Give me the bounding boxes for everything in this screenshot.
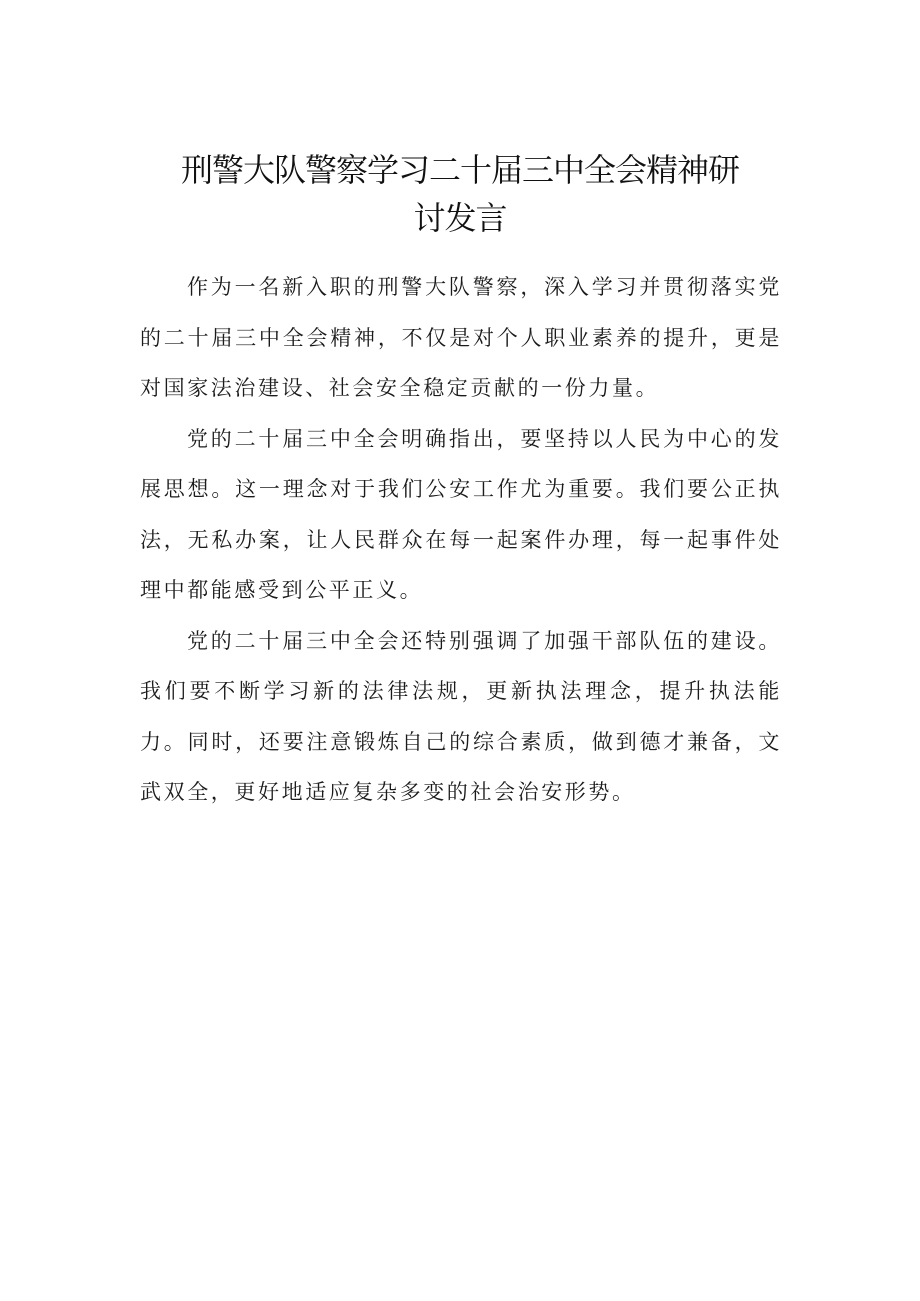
document-title-line-1: 刑警大队警察学习二十届三中全会精神研 xyxy=(180,151,739,189)
paragraph-3: 党的二十届三中全会还特别强调了加强干部队伍的建设。我们要不断学习新的法律法规，更新执法理念，提升执法能力。同时，还要注意锻炼自己的综合素质，做到德才兼备，文武双全，更好地适应复杂多变的社会治安形势。 xyxy=(140,628,782,804)
document-title-line-2: 讨发言 xyxy=(413,199,507,237)
document-body xyxy=(140,262,782,818)
paragraph-1: 作为一名新入职的刑警大队警察，深入学习并贯彻落实党的二十届三中全会精神，不仅是对个人职业素养的提升，更是对国家法治建设、社会安全稳定贡献的一份力量。 xyxy=(140,275,782,400)
paragraph-2: 党的二十届三中全会明确指出，要坚持以人民为中心的发展思想。这一理念对于我们公安工作尤为重要。我们要公正执法，无私办案，让人民群众在每一起案件办理，每一起事件处理中都能感受到公平正义。 xyxy=(140,426,782,602)
